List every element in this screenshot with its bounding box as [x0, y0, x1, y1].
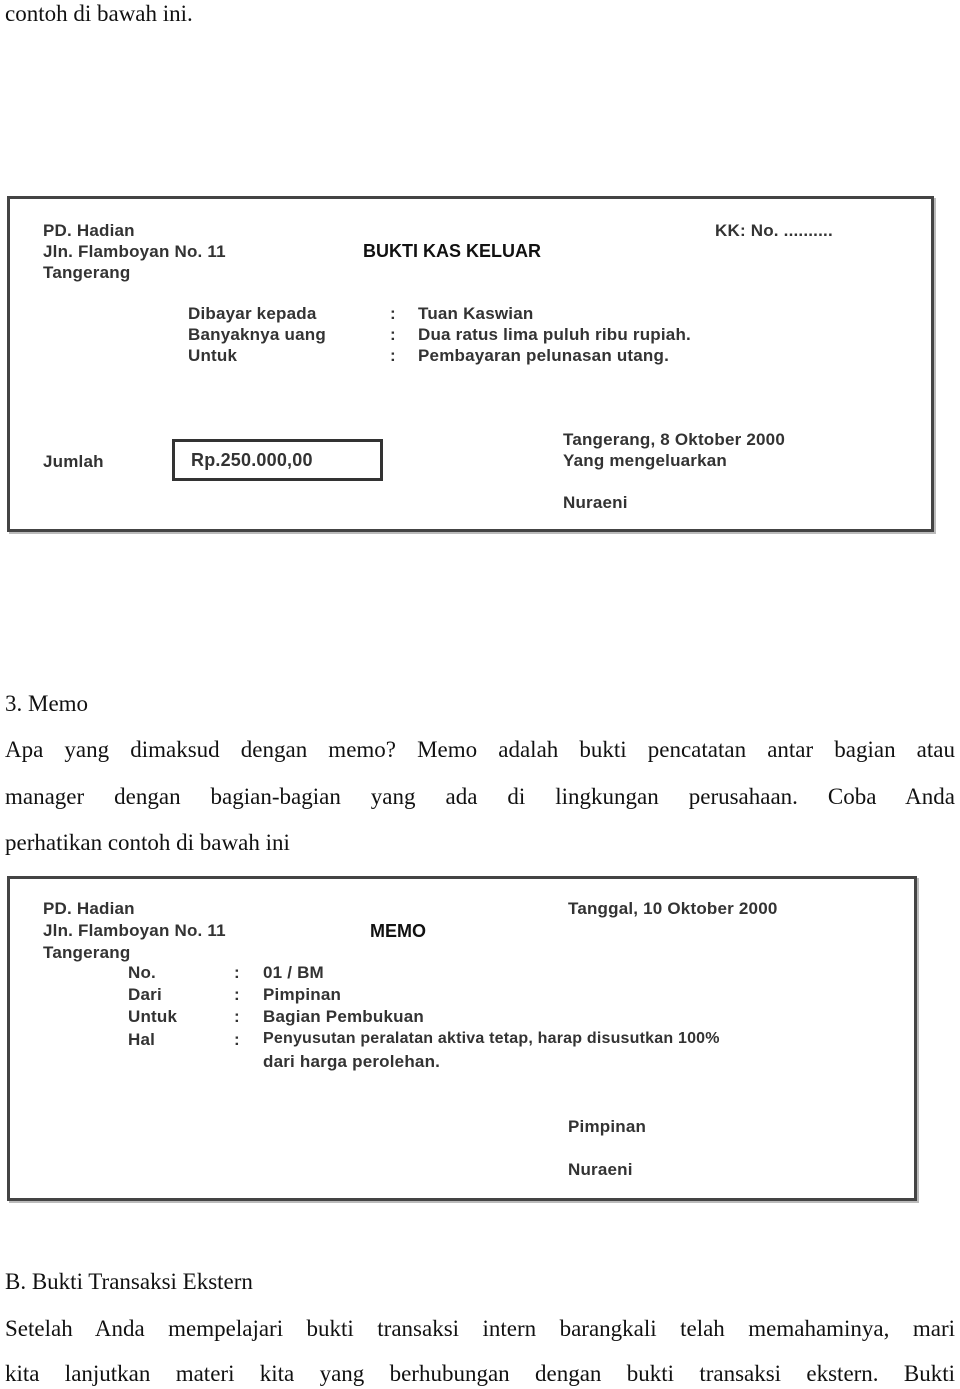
- company-address: Jln. Flamboyan No. 11: [43, 242, 226, 261]
- field-value-purpose: Pembayaran pelunasan utang.: [418, 346, 670, 365]
- field-value-amount-words: Dua ratus lima puluh ribu rupiah.: [418, 325, 691, 344]
- paragraph-line: Apa yang dimaksud dengan memo? Memo adalah bukti pencatatan antar bagian atau: [5, 737, 955, 762]
- memo-field-label-from: Dari: [128, 985, 162, 1004]
- company-address: Jln. Flamboyan No. 11: [43, 921, 226, 940]
- receipt-number: KK: No. ..........: [715, 221, 833, 240]
- memo-date: Tanggal, 10 Oktober 2000: [568, 899, 778, 918]
- memo-field-label-to: Untuk: [128, 1007, 178, 1026]
- paragraph-line: perhatikan contoh di bawah ini: [5, 830, 290, 855]
- total-label: Jumlah: [43, 452, 104, 471]
- field-sep: :: [390, 346, 396, 365]
- field-value-paid-to: Tuan Kaswian: [418, 304, 534, 323]
- paragraph-line: manager dengan bagian-bagian yang ada di lingkungan perusahaan. Coba Anda: [5, 784, 955, 809]
- field-label-amount-words: Banyaknya uang: [188, 325, 326, 344]
- memo-field-label-subject: Hal: [128, 1030, 156, 1049]
- field-label-purpose: Untuk: [188, 346, 238, 365]
- field-sep: :: [234, 963, 240, 982]
- memo-field-value-from: Pimpinan: [263, 985, 342, 1004]
- company-city: Tangerang: [43, 263, 131, 282]
- receipt-title: BUKTI KAS KELUAR: [363, 241, 541, 261]
- memo-document: [7, 876, 917, 1201]
- paragraph-line: kita lanjutkan materi kita yang berhubungan dengan bukti transaksi ekstern. Bukti: [5, 1361, 955, 1386]
- company-name: PD. Hadian: [43, 221, 135, 240]
- field-sep: :: [234, 985, 240, 1004]
- memo-field-value-no: 01 / BM: [263, 963, 324, 982]
- memo-field-label-no: No.: [128, 963, 156, 982]
- field-sep: :: [234, 1007, 240, 1026]
- cash-disbursement-receipt: [7, 196, 934, 532]
- field-sep: :: [390, 325, 396, 344]
- section-heading-external: B. Bukti Transaksi Ekstern: [5, 1269, 253, 1294]
- total-amount-box: [172, 439, 383, 481]
- signer-title: Pimpinan: [568, 1117, 647, 1136]
- signer-name: Nuraeni: [568, 1160, 633, 1179]
- paragraph-line: Setelah Anda mempelajari bukti transaksi intern barangkali telah memahaminya, mari: [5, 1316, 955, 1341]
- issuer-name: Nuraeni: [563, 493, 628, 512]
- place-date: Tangerang, 8 Oktober 2000: [563, 430, 785, 449]
- issuer-label: Yang mengeluarkan: [563, 451, 728, 470]
- memo-field-value-to: Bagian Pembukuan: [263, 1007, 424, 1026]
- field-label-paid-to: Dibayar kepada: [188, 304, 317, 323]
- total-amount: Rp.250.000,00: [191, 450, 313, 470]
- memo-title: MEMO: [370, 921, 426, 941]
- company-name: PD. Hadian: [43, 899, 135, 918]
- section-heading-memo: 3. Memo: [5, 691, 89, 716]
- intro-text-fragment: contoh di bawah ini.: [5, 1, 193, 26]
- field-sep: :: [390, 304, 396, 323]
- memo-field-value-subject: Penyusutan peralatan aktiva tetap, harap disusutkan 100%: [263, 1030, 720, 1047]
- field-sep: :: [234, 1030, 240, 1049]
- company-city: Tangerang: [43, 943, 131, 962]
- memo-subject-continuation: dari harga perolehan.: [263, 1052, 441, 1071]
